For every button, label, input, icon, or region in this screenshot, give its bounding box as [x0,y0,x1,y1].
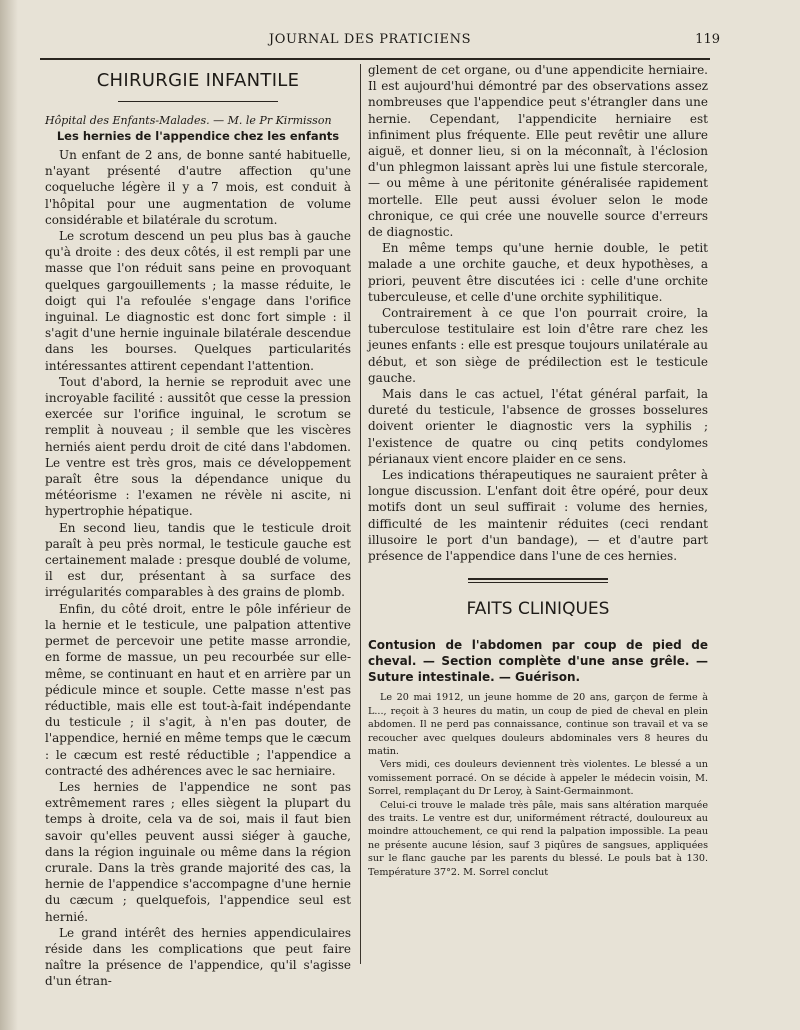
case-paragraph: Celui-ci trouve le malade très pâle, mais sans altération marquée des traits. Le ventre est dur, uniformément rétracté, douloureux au moindre attouchement, ce qui rend la palpation impossible. La peau ne présente aucune lésion, sauf 3 piqûres de sangsues, appliquées sur le flanc gauche par les parents du blessé. Le pouls bat à 130. Température 37°2. M. Sorrel conclut [368,799,708,878]
paragraph: Tout d'abord, la hernie se reproduit avec une incroyable facilité : aussitôt que cesse la pression exercée sur l'orifice inguinal, le scrotum se remplit à nouveau ; il semble que les viscères herniés aient perdu droit de cité dans l'abdomen. Le ventre est très gros, mais ce développement paraît être sous la dépendance unique du météorisme : l'examen ne révèle ni ascite, ni hypertrophie hépatique. [45,374,351,519]
left-column [45,62,351,990]
case-title: Contusion de l'abdomen par coup de pied de cheval. — Section complète d'une anse grêle. — Suture intestinale. — Guérison. [368,638,708,685]
paragraph: Enfin, du côté droit, entre le pôle inférieur de la hernie et le testicule, une palpation attentive permet de percevoir une petite masse arrondie, en forme de massue, un peu recourbée sur elle-même, se continuant en haut et en arrière par un pédicule mince et souple. Cette masse n'est pas réductible, mais elle est tout-à-fait indépendante du testicule ; il s'agit, à n'en pas douter, de l'appendice, hernié en même temps que le cæcum : le cæcum est resté réductible ; l'appendice a contracté des adhérences avec le sac herniaire. [45,601,351,778]
title-rule [118,101,278,102]
paragraph: En second lieu, tandis que le testicule droit paraît à peu près normal, le testicule gauche est certainement malade : presque doublé de volume, il est dur, présentant à sa surface des irrégularités comparables à des grains de plomb. [45,520,351,600]
page-header [20,32,720,56]
header-rule [40,58,710,60]
paragraph: Mais dans le cas actuel, l'état général parfait, la dureté du testicule, l'absence de grosses bosselures doivent orienter le diagnostic vers la syphilis ; l'existence de quatre ou cinq petits condylomes périanaux vient encore plaider en ce sens. [368,387,708,466]
paragraph: Le scrotum descend un peu plus bas à gauche qu'à droite : des deux côtés, il est rempli par une masse que l'on réduit sans peine en provoquant quelques gargouillements ; la masse réduite, le doigt qui l'a refoulée s'engage dans l'orifice inguinal. Le diagnostic est donc fort simple : il s'agit d'une hernie inguinale bilatérale descendue dans les bourses. Quelques particularités intéressantes attirent cependant l'attention. [45,229,351,373]
running-title: JOURNAL DES PRATICIENS [268,32,472,47]
paragraph: Les hernies de l'appendice ne sont pas extrêmement rares ; elles siègent la plupart du temps à droite, cela va de soi, mais il faut bien savoir qu'elles peuvent aussi siéger à gauche, dans la région inguinale ou même dans la région crurale. Dans la très grande majorité des cas, la hernie de l'appendice s'accompagne d'une hernie du cæcum ; quelquefois, l'appendice seul est hernié. [45,779,351,924]
case-paragraph: Vers midi, ces douleurs deviennent très violentes. Le blessé a un vomissement porracé. On se décide à appeler le médecin voisin, M. Sorrel, remplaçant du Dr Leroy, à Saint-Germainmont. [368,759,708,798]
article-subhead: Les hernies de l'appendice chez les enfants [56,129,340,143]
paragraph: Le grand intérêt des hernies appendiculaires réside dans les complications que peut faire naître la présence de l'appendice, qu'il s'agisse d'un étran- [45,925,351,989]
paragraph: Les indications thérapeutiques ne sauraient prêter à longue discussion. L'enfant doit être opéré, pour deux motifs dont un seul suffirait : volume des hernies, difficulté de les maintenir réduites (ceci rendant illusoire le port d'un bandage), — et d'autre part présence de l'appendice dans l'une de ces hernies. [368,468,708,564]
paragraph: Un enfant de 2 ans, de bonne santé habituelle, n'ayant présenté d'autre affection qu'une coqueluche légère il y a 7 mois, est conduit à l'hôpital pour une augmentation de volume considérable et bilatérale du scrotum. [45,148,351,227]
paragraph: Contrairement à ce que l'on pourrait croire, la tuberculose testitulaire est loin d'être rare chez les jeunes enfants : elle est presque toujours unilatérale au début, et son siège de prédilection est le testicule gauche. [368,306,708,385]
section-title-faits-cliniques: FAITS CLINIQUES [466,599,610,620]
page-number: 119 [695,32,720,47]
right-column [368,62,708,879]
paragraph: En même temps qu'une hernie double, le petit malade a une orchite gauche, et deux hypothèses, a priori, peuvent être discutées ici : celle d'une orchite tuberculeuse, et celle d'une orchite syphilitique. [368,241,708,304]
section-rule [468,578,608,583]
paragraph: glement de cet organe, ou d'une appendicite herniaire. Il est aujourd'hui démontré par des observations assez nombreuses que l'appendice peut s'étrangler dans une hernie. Cependant, l'appendicite herniaire est infiniment plus fréquente. Elle peut revêtir une allure aiguë, et donner lieu, si on la méconnaît, à l'éclosion d'un phlegmon laissant après lui une fistule stercorale, — ou même à une péritonite généralisée rapidement mortelle. Elle peut aussi évoluer selon le mode chronique, ce qui crée une nouvelle source d'erreurs de diagnostic. [368,63,708,240]
column-divider [360,64,361,964]
article-byline: Hôpital des Enfants-Malades. — M. le Pr Kirmisson [45,114,332,127]
case-report [368,691,708,879]
case-paragraph: Le 20 mai 1912, un jeune homme de 20 ans, garçon de ferme à L..., reçoit à 3 heures du matin, un coup de pied de cheval en plein abdomen. Il ne perd pas connaissance, continue son travail et va se recoucher avec quelques douleurs abdominales vers 8 heures du matin. [368,692,708,757]
section-title-chirurgie: CHIRURGIE INFANTILE [96,70,300,91]
binding-shadow [0,0,18,1030]
